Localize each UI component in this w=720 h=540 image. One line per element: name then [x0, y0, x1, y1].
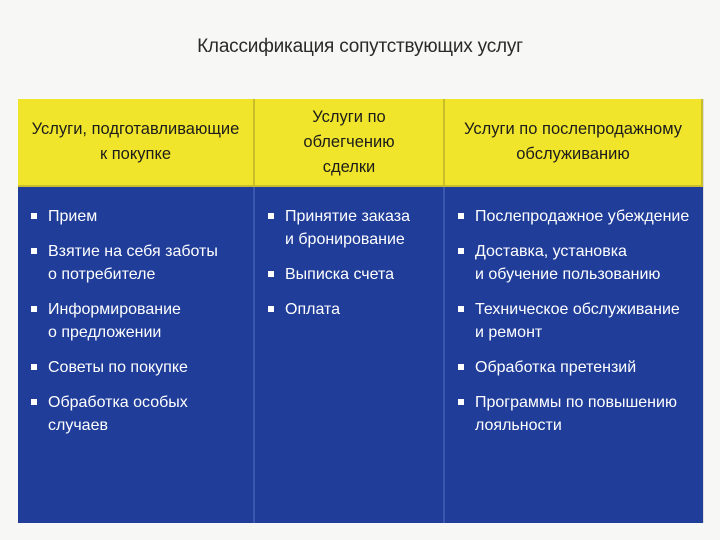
list-item-text: Информирование о предложении	[48, 301, 181, 341]
bullet-icon	[458, 248, 464, 254]
list-item-text: Принятие заказа и бронирование	[285, 208, 410, 248]
bullet-icon	[31, 248, 37, 254]
list-item	[455, 298, 693, 344]
list-item-text: Взятие на себя заботы о потребителе	[48, 243, 218, 283]
bullet-icon	[458, 399, 464, 405]
bullet-icon	[268, 213, 274, 219]
list-item-text: Выписка счета	[285, 266, 395, 283]
list-item	[28, 240, 243, 286]
page-title: Классификация сопутствующих услуг	[197, 36, 523, 57]
item-list	[265, 205, 433, 321]
bullet-icon	[31, 306, 37, 312]
header-text: Услуги, подготавливающие к покупке	[31, 120, 240, 163]
column-header-transaction	[255, 99, 445, 187]
bullet-icon	[458, 213, 464, 219]
bullet-icon	[458, 364, 464, 370]
list-item-text: Обработка особых случаев	[48, 394, 188, 434]
bullet-icon	[31, 399, 37, 405]
header-text: Услуги по послепродажному обслуживанию	[463, 120, 683, 163]
bullet-icon	[268, 271, 274, 277]
list-item-text: Доставка, установка и обучение пользованию	[475, 243, 661, 283]
list-item-text: Послепродажное убеждение	[475, 208, 690, 225]
list-item	[28, 298, 243, 344]
column-header-after-sales	[445, 99, 703, 187]
list-item	[455, 356, 693, 379]
list-item	[265, 263, 433, 286]
list-item-text: Программы по повышению лояльности	[475, 394, 677, 434]
services-table	[18, 99, 704, 523]
list-item-text: Техническое обслуживание и ремонт	[475, 301, 680, 341]
list-item	[28, 205, 243, 228]
list-item	[265, 205, 433, 251]
bullet-icon	[31, 364, 37, 370]
item-list	[455, 205, 693, 437]
bullet-icon	[31, 213, 37, 219]
list-item-text: Оплата	[285, 301, 341, 318]
header-text: Услуги по облегчению сделки	[303, 107, 395, 176]
list-item-text: Прием	[48, 208, 98, 225]
bullet-icon	[268, 306, 274, 312]
list-item	[28, 356, 243, 379]
list-item-text: Советы по покупке	[48, 359, 188, 376]
item-list	[28, 205, 243, 437]
list-item	[265, 298, 433, 321]
column-body-after-sales	[445, 187, 703, 523]
list-item	[455, 205, 693, 228]
column-header-preparation	[18, 99, 255, 187]
list-item	[28, 391, 243, 437]
column-body-preparation	[18, 187, 255, 523]
column-body-transaction	[255, 187, 445, 523]
list-item	[455, 240, 693, 286]
bullet-icon	[458, 306, 464, 312]
list-item	[455, 391, 693, 437]
list-item-text: Обработка претензий	[475, 359, 637, 376]
